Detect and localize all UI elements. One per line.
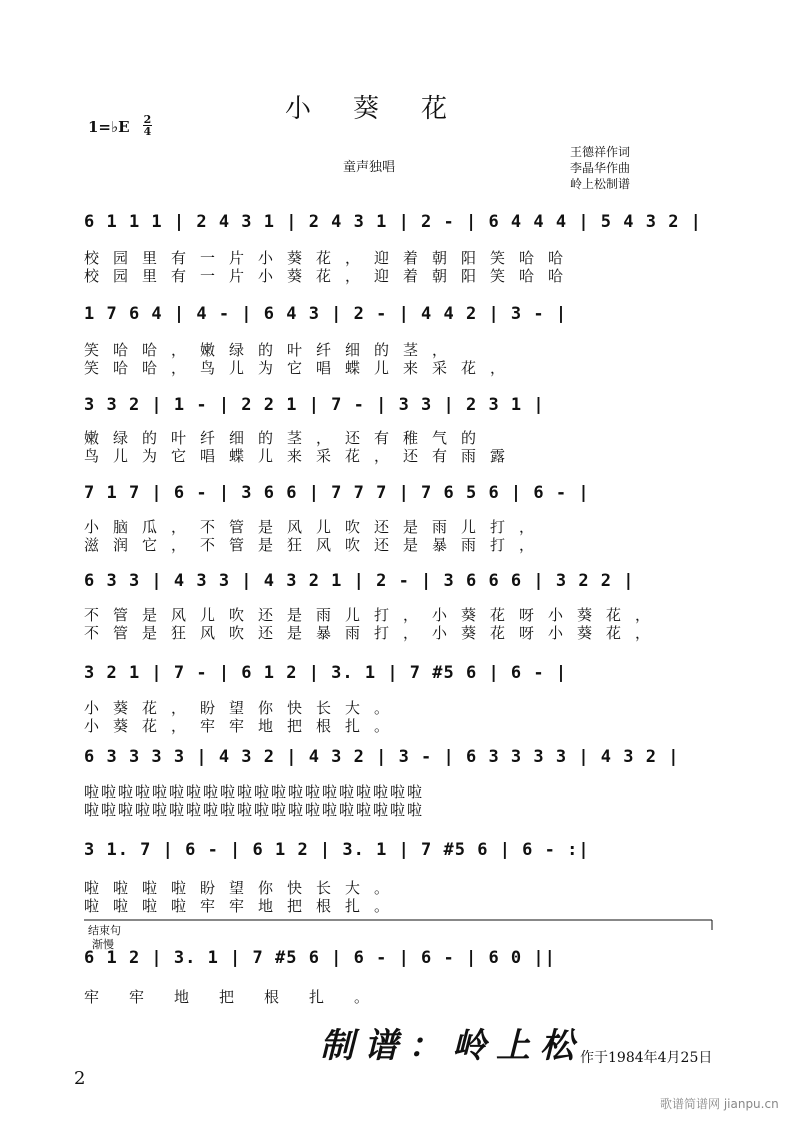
lyric-row-7-verse-2: 啦啦啦啦啦啦啦啦啦啦啦啦啦啦啦啦啦啦啦啦	[84, 801, 425, 819]
lyric-row-2-verse-2: 笑哈哈，鸟儿为它唱蝶儿来采花，	[84, 359, 520, 377]
lyric-row-4-verse-1: 小脑瓜，不管是风儿吹还是雨儿打，	[84, 518, 549, 536]
notation-row-3: 3 3 2 | 1 - | 2 2 1 | 7 - | 3 3 | 2 3 1 |	[84, 395, 545, 415]
notation-row-9: 6 1 2 | 3. 1 | 7 #5 6 | 6 - | 6 - | 6 0 ||	[84, 948, 556, 968]
credit-transcriber: 岭上松制谱	[570, 177, 631, 191]
lyric-row-1-verse-2: 校园里有一片小葵花，迎着朝阳笑哈哈	[84, 267, 578, 285]
time-signature-top: 2	[143, 113, 152, 126]
time-signature-bottom: 4	[143, 125, 152, 138]
notation-row-1: 6 1 1 1 | 2 4 3 1 | 2 4 3 1 | 2 - | 6 4 4 4 | 5 4 3 2 |	[84, 212, 702, 232]
ritardando-label: 渐慢	[92, 938, 114, 951]
lyric-row-6-verse-2: 小葵花，牢牢地把根扎。	[84, 717, 404, 735]
lyric-row-6-verse-1: 小葵花，盼望你快长大。	[84, 699, 404, 717]
transcriber-signature: 制谱：岭上松	[320, 1026, 584, 1066]
lyric-row-7-verse-1: 啦啦啦啦啦啦啦啦啦啦啦啦啦啦啦啦啦啦啦啦	[84, 783, 425, 801]
notation-row-6: 3 2 1 | 7 - | 6 1 2 | 3. 1 | 7 #5 6 | 6 - |	[84, 663, 568, 683]
watermark: 歌谱简谱网 jianpu.cn	[660, 1097, 779, 1111]
notation-row-7: 6 3 3 3 3 | 4 3 2 | 4 3 2 | 3 - | 6 3 3 3 3 | 4 3 2 |	[84, 747, 680, 767]
credit-composer: 李晶华作曲	[570, 161, 631, 175]
credit-lyricist: 王德祥作词	[570, 145, 631, 159]
performance-note: 童声独唱	[343, 160, 396, 175]
notation-row-4: 7 1 7 | 6 - | 3 6 6 | 7 7 7 | 7 6 5 6 | 6 - |	[84, 483, 590, 503]
notation-row-2: 1 7 6 4 | 4 - | 6 4 3 | 2 - | 4 4 2 | 3 - |	[84, 304, 568, 324]
song-title: 小葵花	[285, 94, 490, 124]
page-number: 2	[74, 1068, 86, 1089]
lyric-row-5-verse-2: 不管是狂风吹还是暴雨打，小葵花呀小葵花，	[84, 624, 665, 642]
lyric-row-8-verse-1: 啦啦啦啦盼望你快长大。	[84, 879, 404, 897]
lyric-row-8-verse-2: 啦啦啦啦牢牢地把根扎。	[84, 897, 404, 915]
lyric-row-2-verse-1: 笑哈哈，嫩绿的叶纤细的茎，	[84, 341, 462, 359]
key-signature: 1=♭E	[88, 118, 130, 136]
lyric-row-9: 牢牢地把根扎。	[84, 988, 400, 1006]
lyric-row-5-verse-1: 不管是风儿吹还是雨儿打，小葵花呀小葵花，	[84, 606, 665, 624]
lyric-row-3-verse-2: 鸟儿为它唱蝶儿来采花，还有雨露	[84, 447, 520, 465]
notation-row-5: 6 3 3 | 4 3 3 | 4 3 2 1 | 2 - | 3 6 6 6 | 3 2 2 |	[84, 571, 635, 591]
lyric-row-1-verse-1: 校园里有一片小葵花，迎着朝阳笑哈哈	[84, 249, 578, 267]
lyric-row-3-verse-1: 嫩绿的叶纤细的茎，还有稚气的	[84, 429, 491, 447]
composition-date: 作于1984年4月25日	[580, 1050, 713, 1066]
notation-row-8: 3 1. 7 | 6 - | 6 1 2 | 3. 1 | 7 #5 6 | 6 - :|	[84, 840, 590, 860]
coda-label: 结束句	[88, 924, 121, 937]
lyric-row-4-verse-2: 滋润它，不管是狂风吹还是暴雨打，	[84, 536, 549, 554]
